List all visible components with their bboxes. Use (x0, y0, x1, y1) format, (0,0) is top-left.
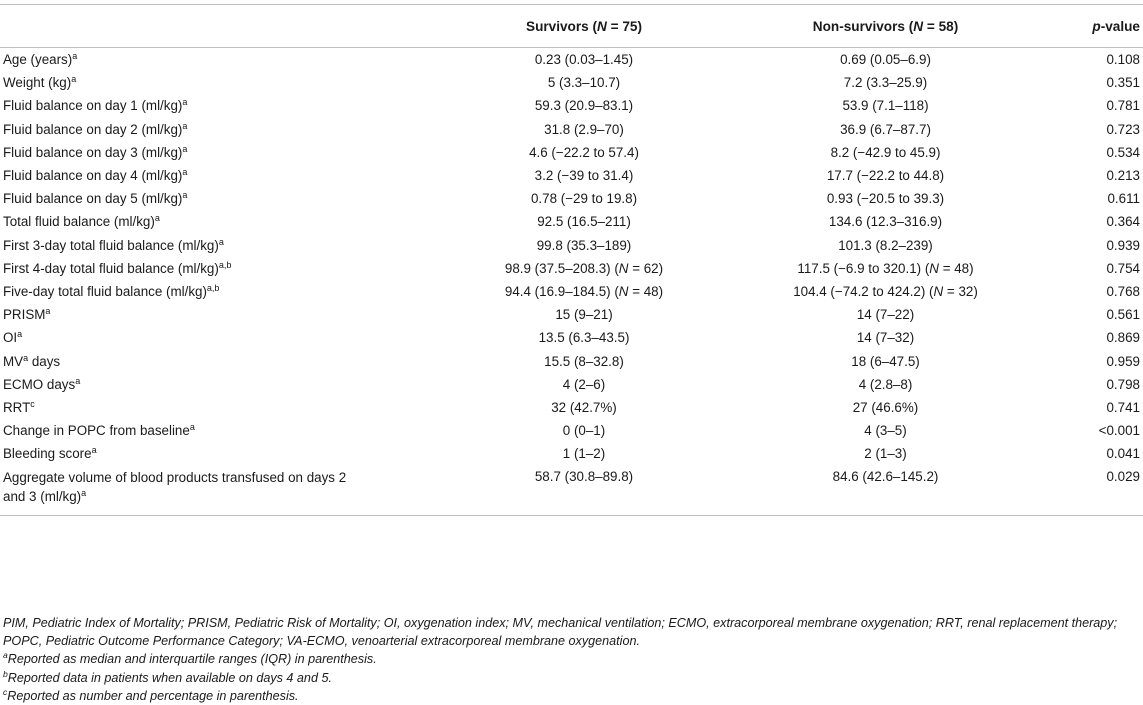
p-value: 0.959 (1106, 353, 1140, 369)
header-nonsurvivors: Non-survivors (N = 58) (698, 5, 1073, 48)
p-value: <0.001 (1098, 423, 1140, 439)
row-label: $OI^a$ (3, 329, 23, 346)
header-pvalue: p-value (1073, 5, 1143, 48)
p-value: 0.798 (1106, 376, 1140, 392)
survivors-value: 0.78 (−29 to 19.8) (530, 191, 638, 207)
p-value: 0.611 (1107, 191, 1140, 207)
survivors-value: 15 (9–21) (555, 307, 613, 323)
table-row (0, 210, 1143, 233)
table-row (0, 164, 1143, 187)
nonsurvivors-value: 17.7 (−22.2 to 44.8) (826, 168, 945, 184)
nonsurvivors-value: 14 (7–22) (856, 307, 915, 323)
results-table-container (0, 4, 1143, 516)
p-value: 0.213 (1106, 168, 1140, 184)
row-label: Fluid balance on day 1 $(ml/kg)^a$ (3, 97, 188, 114)
nonsurvivors-value: 4 (3–5) (864, 423, 907, 439)
row-label: First 3-day total fluid balance $(ml/kg)^a$ (3, 236, 224, 253)
table-row (0, 234, 1143, 257)
survivors-value: 0 (0–1) (562, 423, 606, 439)
p-value: 0.741 (1106, 399, 1140, 415)
table-row (0, 187, 1143, 210)
nonsurvivors-value: 84.6 (42.6–145.2) (698, 465, 1073, 516)
survivors-value: 94.4 (16.9–184.5) (N = 48) (504, 283, 664, 299)
survivors-value: 0.23 (0.03–1.45) (534, 52, 634, 68)
survivors-value: 59.3 (20.9–83.1) (534, 98, 634, 114)
nonsurvivors-value: 14 (7–32) (856, 330, 915, 346)
table-row (0, 303, 1143, 326)
nonsurvivors-value: 104.4 (−74.2 to 424.2) (N = 32) (793, 283, 978, 299)
survivors-value: 31.8 (2.9–70) (544, 121, 624, 137)
nonsurvivors-value: 0.93 (−20.5 to 39.3) (826, 191, 945, 207)
table-row (0, 442, 1143, 465)
nonsurvivors-value: 18 (6–47.5) (851, 353, 920, 369)
nonsurvivors-value: 53.9 (7.1–118) (842, 98, 929, 114)
table-row (0, 419, 1143, 442)
table-row (0, 141, 1143, 164)
p-value: 0.534 (1106, 144, 1140, 160)
p-value: 0.723 (1106, 121, 1140, 137)
table-row (0, 118, 1143, 141)
nonsurvivors-value: 8.2 (−42.9 to 45.9) (830, 144, 941, 160)
p-value: 0.029 (1073, 465, 1143, 516)
row-label: Aggregate volume of blood products transfused on days 2 and 3 $(ml/kg)^a$ (0, 465, 470, 516)
table-row (0, 280, 1143, 303)
survivors-value: 98.9 (37.5–208.3) (N = 62) (504, 260, 664, 276)
p-value: 0.108 (1106, 52, 1140, 68)
row-label: Five-day total fluid balance $(ml/kg)^{a,b}$ (3, 282, 220, 299)
nonsurvivors-value: 117.5 (−6.9 to 320.1) (N = 48) (797, 260, 974, 276)
row-label: Fluid balance on day 4 $(ml/kg)^a$ (3, 167, 188, 184)
nonsurvivors-value: 101.3 (8.2–239) (838, 237, 933, 253)
row-label: Total fluid balance $(ml/kg)^a$ (3, 213, 160, 230)
row-label: First 4-day total fluid balance $(ml/kg)^{a,b}$ (3, 259, 232, 276)
row-label: Weight (kg)$^a$ (3, 74, 77, 91)
nonsurvivors-value: 27 (46.6%) (852, 399, 919, 415)
table-row (0, 326, 1143, 349)
survivors-value: 1 (1–2) (562, 446, 606, 462)
survivors-value: 99.8 (35.3–189) (536, 237, 632, 253)
survivors-value: 4 (2–6) (562, 376, 606, 392)
nonsurvivors-value: 36.9 (6.7–87.7) (840, 121, 931, 137)
table-row (0, 48, 1143, 72)
survivors-value: 58.7 (30.8–89.8) (470, 465, 698, 516)
table-row (0, 465, 1143, 516)
table-row (0, 257, 1143, 280)
table-row (0, 349, 1143, 372)
survivors-value: 4.6 (−22.2 to 57.4) (529, 144, 639, 160)
row-label: Change in POPC from baseline$^a$ (3, 422, 195, 439)
p-value: 0.869 (1106, 330, 1140, 346)
row-label: Bleeding score$^a$ (3, 445, 97, 462)
row-label: Fluid balance on day 3 $(ml/kg)^a$ (3, 143, 188, 160)
p-value: 0.351 (1106, 75, 1140, 91)
p-value: 0.364 (1106, 214, 1140, 230)
survivors-value: 13.5 (6.3–43.5) (538, 330, 630, 346)
table-row (0, 373, 1143, 396)
p-value: 0.041 (1106, 446, 1140, 462)
row-label: ECMO days$^a$ (3, 375, 81, 392)
nonsurvivors-value: 0.69 (0.05–6.9) (840, 52, 931, 68)
p-value: 0.939 (1106, 237, 1140, 253)
nonsurvivors-value: 4 (2.8–8) (858, 376, 913, 392)
row-label: Fluid balance on day 5 $(ml/kg)^a$ (3, 190, 188, 207)
p-value: 0.561 (1106, 307, 1140, 323)
row-label: $MV^a$ days (3, 352, 61, 369)
nonsurvivors-value: 134.6 (12.3–316.9) (828, 214, 943, 230)
nonsurvivors-value: 7.2 (3.3–25.9) (843, 75, 928, 91)
survivors-value: 3.2 (−39 to 31.4) (534, 168, 634, 184)
results-table (0, 4, 1143, 516)
survivors-value: 32 (42.7%) (551, 399, 617, 415)
survivors-value: 5 (3.3–10.7) (547, 75, 621, 91)
footnote-b: $^b$Reported data in patients when available on days 4 and 5. (3, 668, 332, 685)
table-row (0, 94, 1143, 117)
table-footnotes (3, 614, 1139, 705)
row-label: Fluid balance on day 2 $(ml/kg)^a$ (3, 120, 188, 137)
row-label: RRT$^c$ (3, 398, 35, 415)
p-value: 0.754 (1106, 260, 1140, 276)
survivors-value: 92.5 (16.5–211) (537, 214, 631, 230)
survivors-value: 15.5 (8–32.8) (544, 353, 624, 369)
footnote-c: $^c$Reported as number and percentage in parenthesis. (3, 686, 299, 703)
row-label: PRISM$^a$ (3, 306, 51, 323)
table-header-row (0, 5, 1143, 48)
table-row (0, 71, 1143, 94)
row-label: Age (years)$^a$ (3, 51, 78, 68)
header-survivors: Survivors (N = 75) (470, 5, 698, 48)
header-variable (0, 5, 470, 48)
p-value: 0.768 (1106, 283, 1140, 299)
footnote-a: $^a$Reported as median and interquartile ranges (IQR) in parenthesis. (3, 650, 377, 667)
p-value: 0.781 (1106, 98, 1140, 114)
footnote-abbreviations: PIM, Pediatric Index of Mortality; PRISM, Pediatric Risk of Mortality; OI, oxygenation index; MV, mechanical ventilation; ECMO, extracorporeal membrane oxygenation; RRT, renal replacement therapy; POPC, Pediatric Outcome Performance Category; VA-ECMO, venoarterial extracorporeal membrane oxygenation. (3, 616, 1118, 649)
table-row (0, 396, 1143, 419)
nonsurvivors-value: 2 (1–3) (864, 446, 907, 462)
table-body (0, 48, 1143, 516)
